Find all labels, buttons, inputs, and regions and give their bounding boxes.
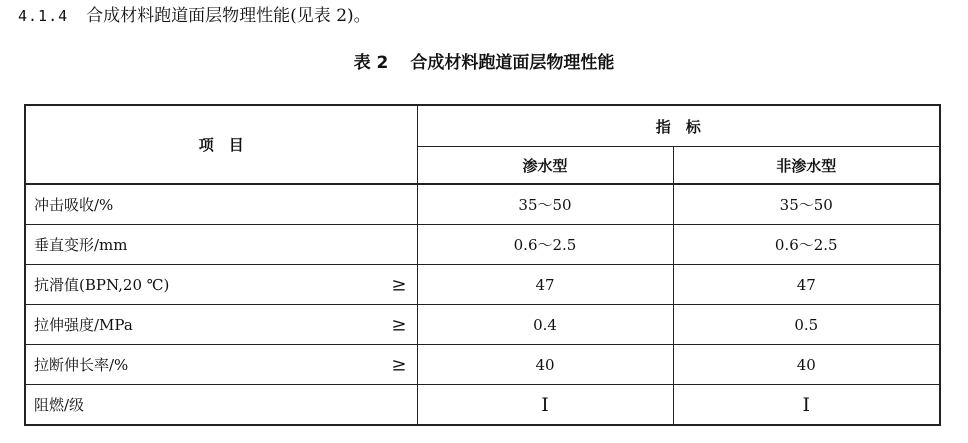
header-permeable: 渗水型 — [417, 147, 673, 185]
row-item-label: 冲击吸收/% — [34, 196, 114, 214]
value-non-permeable: 40 — [673, 345, 940, 385]
clause-text: 合成材料跑道面层物理性能(见表 2)。 — [86, 6, 371, 26]
properties-table — [24, 104, 941, 426]
row-item-cell — [25, 305, 417, 345]
row-item-cell — [25, 385, 417, 426]
row-symbol: ≥ — [391, 274, 407, 295]
row-item-cell — [25, 184, 417, 225]
row-item-label: 抗滑值(BPN,20 ℃) — [34, 276, 170, 294]
table-title-text: 合成材料跑道面层物理性能 — [410, 53, 615, 73]
value-non-permeable: 0.6～2.5 — [673, 225, 940, 265]
header-item: 项 目 — [25, 105, 417, 184]
value-permeable: Ⅰ — [417, 385, 673, 426]
value-non-permeable: 0.5 — [673, 305, 940, 345]
table-row — [25, 385, 940, 426]
value-permeable: 0.6～2.5 — [417, 225, 673, 265]
clause-number: 4.1.4 — [18, 7, 69, 25]
value-non-permeable: 47 — [673, 265, 940, 305]
value-permeable: 0.4 — [417, 305, 673, 345]
value-non-permeable: Ⅰ — [673, 385, 940, 426]
table-caption — [0, 50, 968, 76]
table-number: 表 2 — [353, 53, 389, 73]
value-permeable: 40 — [417, 345, 673, 385]
value-permeable: 35～50 — [417, 184, 673, 225]
row-item-cell — [25, 265, 417, 305]
row-symbol: ≥ — [391, 354, 407, 375]
row-item-label: 拉断伸长率/% — [34, 356, 129, 374]
table-row — [25, 345, 940, 385]
table-row — [25, 305, 940, 345]
table-row — [25, 184, 940, 225]
table-row — [25, 265, 940, 305]
table-row — [25, 225, 940, 265]
row-symbol: ≥ — [391, 314, 407, 335]
row-item-cell — [25, 345, 417, 385]
header-indicators: 指 标 — [417, 105, 940, 147]
row-item-label: 阻燃/级 — [34, 396, 85, 414]
value-non-permeable: 35～50 — [673, 184, 940, 225]
header-non-permeable: 非渗水型 — [673, 147, 940, 185]
row-item-label: 垂直变形/mm — [34, 236, 128, 254]
row-item-cell — [25, 225, 417, 265]
value-permeable: 47 — [417, 265, 673, 305]
row-item-label: 拉伸强度/MPa — [34, 316, 133, 334]
clause-paragraph — [18, 2, 371, 30]
